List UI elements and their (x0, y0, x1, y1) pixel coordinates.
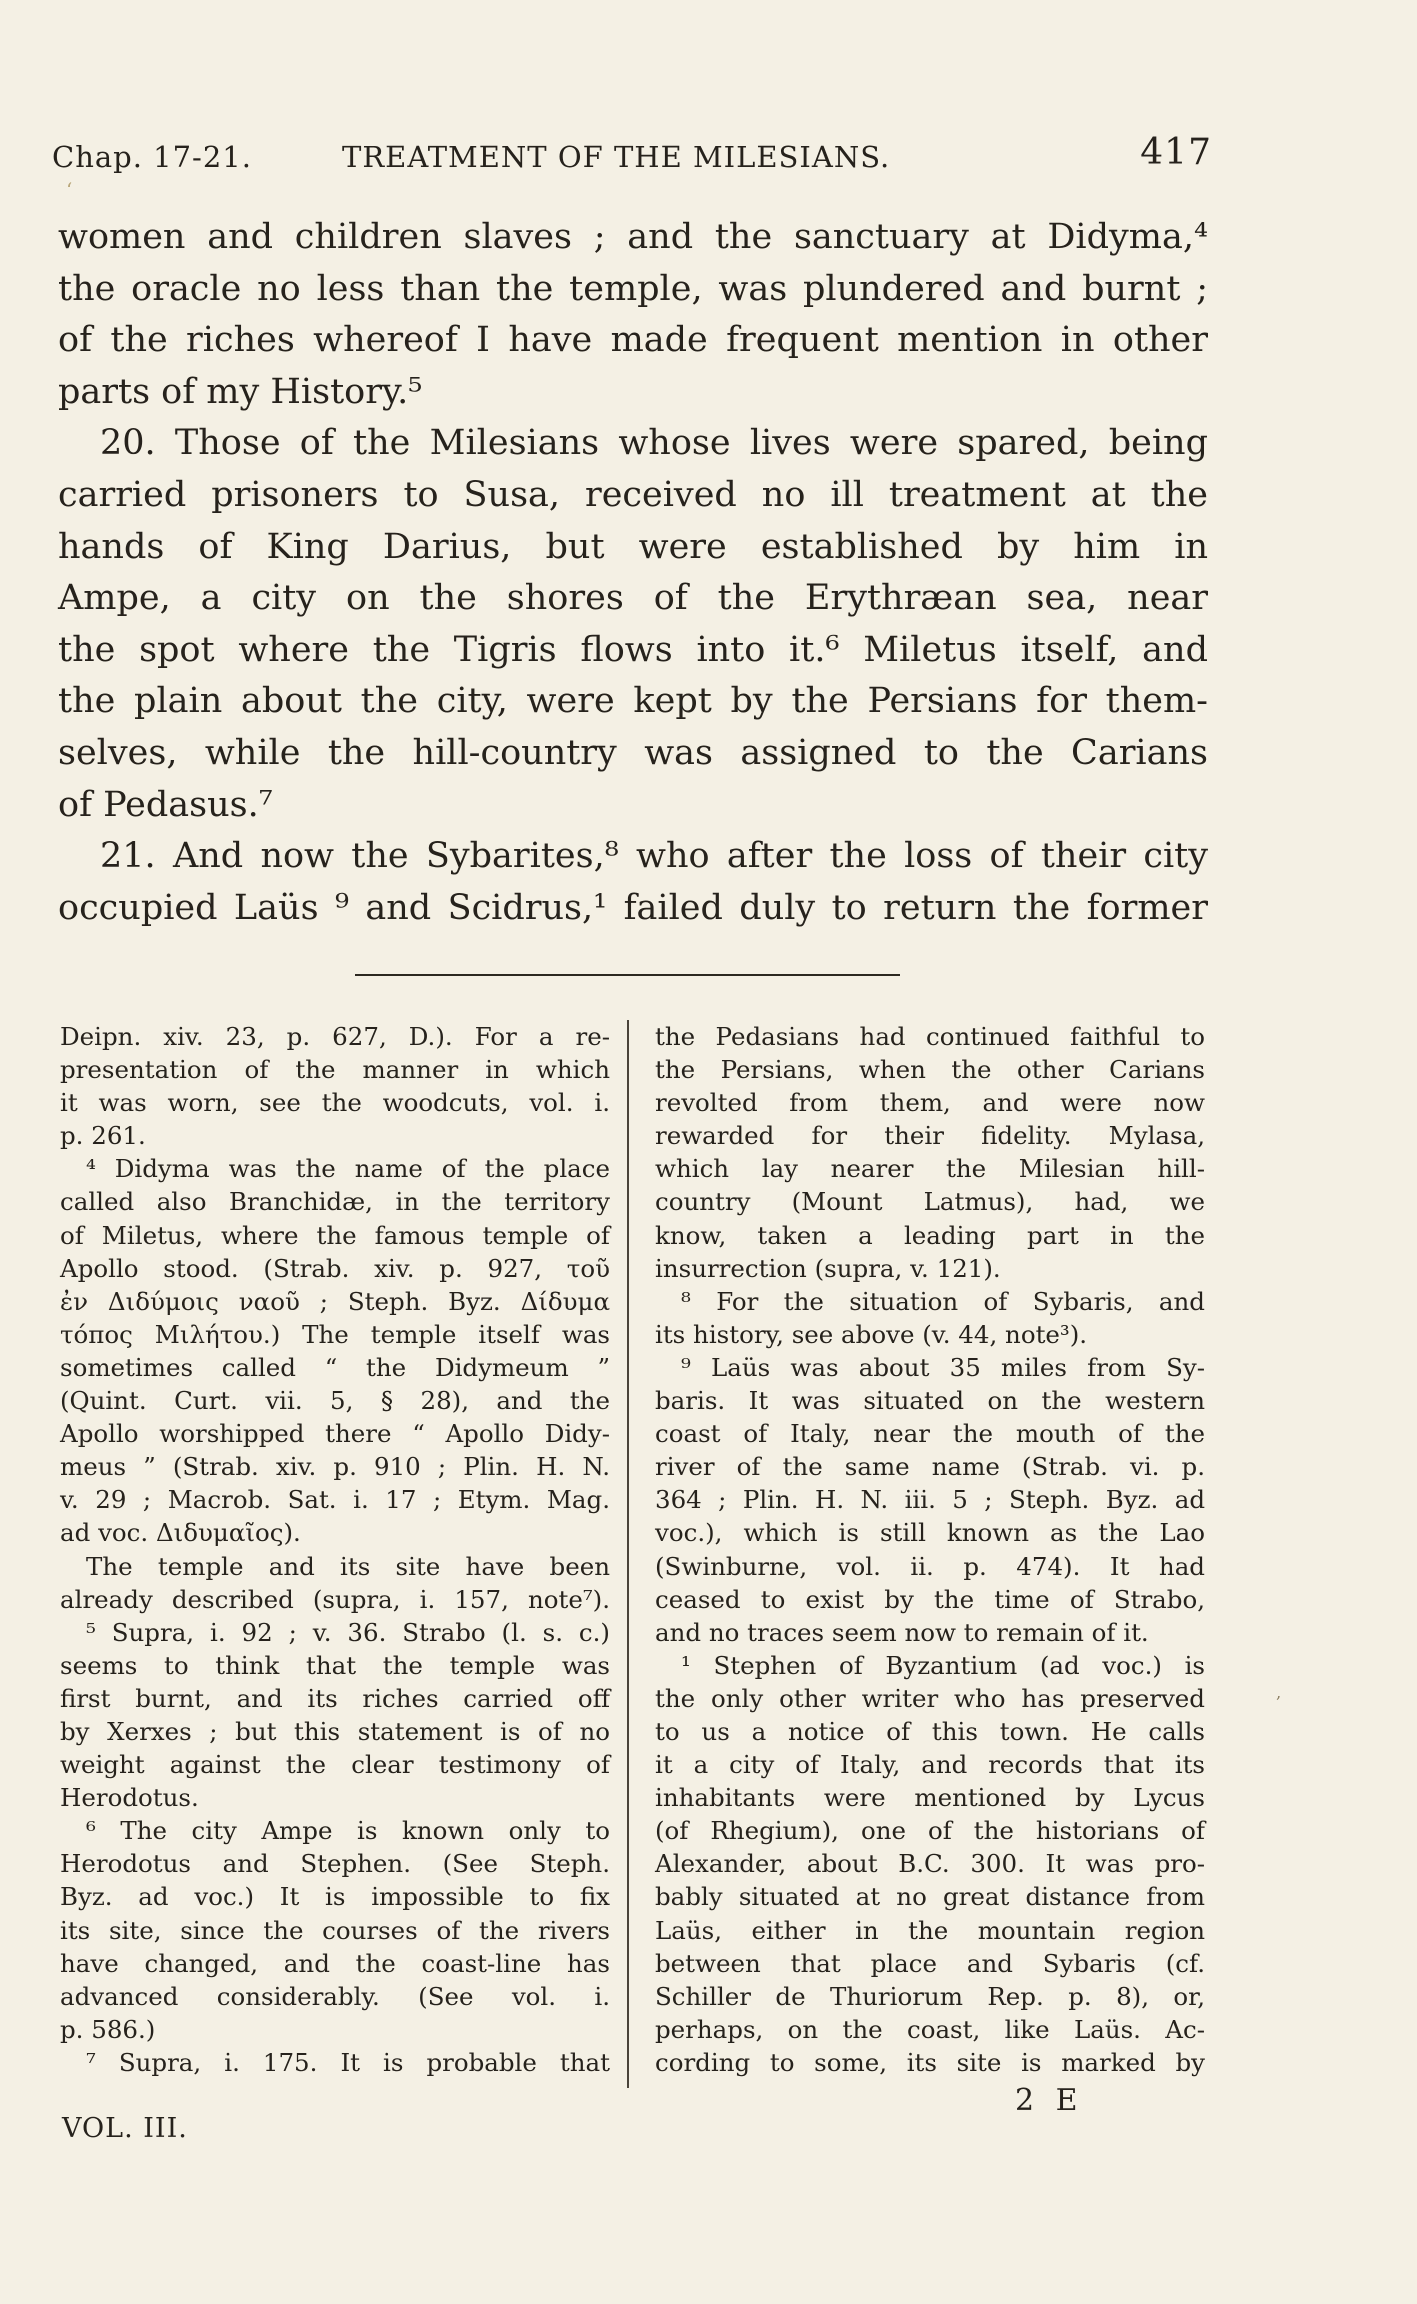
footnote-line: ¹ Stephen of Byzantium (ad voc.) is (681, 1650, 1205, 1680)
footnote-line: country (Mount Latmus), had, we (655, 1187, 1205, 1217)
footnote-line: revolted from them, and were now (655, 1088, 1205, 1118)
footnote-line: of Miletus, where the famous temple of (60, 1220, 610, 1250)
footnote-line: 364 ; Plin. H. N. iii. 5 ; Steph. Byz. ad (655, 1485, 1205, 1515)
footnote-line: inhabitants were mentioned by Lycus (655, 1783, 1205, 1813)
text-line: 20. Those of the Milesians whose lives were spared, being (100, 423, 1208, 464)
footnote-line: ἐν Διδύμοις ναοῦ ; Steph. Byz. Δίδυμα (60, 1286, 610, 1316)
footnote-line: Apollo stood. (Strab. xiv. p. 927, τοῦ (60, 1253, 610, 1283)
footnote-line: sometimes called “ the Didymeum ” (60, 1352, 610, 1382)
footnote-line: (Quint. Curt. vii. 5, § 28), and the (60, 1386, 610, 1416)
footnote-line: Herodotus. (60, 1783, 199, 1813)
footnote-line: Laüs, either in the mountain region (655, 1915, 1205, 1945)
text-line: carried prisoners to Susa, received no ill treatment at the (58, 474, 1208, 515)
text-line: parts of my History.⁵ (58, 371, 423, 412)
footnote-line: called also Branchidæ, in the territory (60, 1187, 610, 1217)
text-line: Ampe, a city on the shores of the Erythræan sea, near (58, 578, 1208, 619)
footnote-line: bably situated at no great distance from (655, 1882, 1205, 1912)
footnote-line: Apollo worshipped there “ Apollo Didy- (60, 1419, 610, 1449)
footnote-line: ⁴ Didyma was the name of the place (86, 1154, 610, 1184)
footnote-line: cording to some, its site is marked by (655, 2047, 1205, 2077)
footnote-line: first burnt, and its riches carried off (60, 1683, 610, 1713)
footnote-line: it a city of Italy, and records that its (655, 1750, 1205, 1780)
footnote-line: baris. It was situated on the western (655, 1386, 1205, 1416)
footnote-line: Byz. ad voc.) It is impossible to fix (60, 1882, 610, 1912)
text-line: selves, while the hill-country was assigned to the Carians (58, 732, 1208, 773)
footnote-line: river of the same name (Strab. vi. p. (655, 1452, 1205, 1482)
footnote-line: its site, since the courses of the rivers (60, 1915, 610, 1945)
footnote-line: ⁸ For the situation of Sybaris, and (681, 1286, 1205, 1316)
footnote-line: to us a notice of this town. He calls (655, 1716, 1205, 1746)
chapter-reference: Chap. 17-21. (52, 140, 252, 174)
running-header (52, 132, 1212, 182)
footnote-line: the only other writer who has preserved (655, 1683, 1205, 1713)
footnote-line: already described (supra, i. 157, note⁷). (60, 1584, 610, 1614)
footnote-line: and no traces seem now to remain of it. (655, 1617, 1149, 1647)
ink-speck-mark: ‘ (66, 178, 73, 202)
footnote-line: Schiller de Thuriorum Rep. p. 8), or, (655, 1981, 1205, 2011)
footnotes-left-column (60, 1020, 610, 2079)
footnote-line: The temple and its site have been (86, 1551, 610, 1581)
footnote-line: the Pedasians had continued faithful to (655, 1022, 1205, 1051)
running-title: TREATMENT OF THE MILESIANS. (342, 140, 891, 174)
footnote-column-divider (627, 1020, 629, 2088)
footnote-separator-rule (355, 974, 900, 976)
footnote-line: ad voc. Διδυμαῖος). (60, 1518, 301, 1548)
footnote-line: insurrection (supra, v. 121). (655, 1253, 1001, 1283)
footnote-line: its history, see above (v. 44, note³). (655, 1319, 1088, 1349)
footnote-line: ⁷ Supra, i. 175. It is probable that (86, 2047, 610, 2077)
text-line: the plain about the city, were kept by the Persians for them- (58, 681, 1208, 722)
footnote-line: ⁹ Laüs was about 35 miles from Sy- (681, 1352, 1205, 1382)
footnote-line: between that place and Sybaris (cf. (655, 1948, 1205, 1978)
footnote-line: advanced considerably. (See vol. i. (60, 1981, 610, 2011)
main-text (58, 212, 1208, 934)
text-line: of Pedasus.⁷ (58, 784, 273, 825)
footnote-line: coast of Italy, near the mouth of the (655, 1419, 1205, 1449)
footnote-line: v. 29 ; Macrob. Sat. i. 17 ; Etym. Mag. (60, 1485, 610, 1515)
margin-mark: ‚ (1276, 1683, 1282, 1702)
footnote-line: the Persians, when the other Carians (655, 1055, 1205, 1085)
text-line: the spot where the Tigris flows into it.⁶ Miletus itself, and (58, 629, 1208, 670)
page-number: 417 (1140, 132, 1212, 173)
footnotes-right-column (655, 1020, 1205, 2079)
text-line: 21. And now the Sybarites,⁸ who after the loss of their city (100, 836, 1208, 877)
text-line: the oracle no less than the temple, was plundered and burnt ; (58, 268, 1208, 309)
footnote-line: Deipn. xiv. 23, p. 627, D.). For a re- (60, 1022, 610, 1051)
footnote-line: which lay nearer the Milesian hill- (655, 1154, 1205, 1184)
footnote-line: seems to think that the temple was (60, 1650, 610, 1680)
footnote-line: ⁶ The city Ampe is known only to (86, 1816, 610, 1846)
footnote-line: τόπος Μιλήτου.) The temple itself was (60, 1319, 610, 1349)
volume-label: VOL. III. (62, 2113, 188, 2144)
footnote-line: by Xerxes ; but this statement is of no (60, 1716, 610, 1746)
footnote-line: rewarded for their fidelity. Mylasa, (655, 1121, 1205, 1151)
footnote-line: it was worn, see the woodcuts, vol. i. (60, 1088, 610, 1118)
footnote-line: (of Rhegium), one of the historians of (655, 1816, 1205, 1846)
footnote-line: p. 261. (60, 1121, 146, 1151)
footnote-line: perhaps, on the coast, like Laüs. Ac- (655, 2014, 1205, 2044)
footnote-line: Alexander, about B.C. 300. It was pro- (655, 1849, 1205, 1879)
text-line: occupied Laüs ⁹ and Scidrus,¹ failed duly to return the former (58, 887, 1208, 928)
footnote-line: know, taken a leading part in the (655, 1220, 1205, 1250)
footnote-line: ⁵ Supra, i. 92 ; v. 36. Strabo (l. s. c.) (86, 1617, 610, 1647)
text-line: of the riches whereof I have made frequent mention in other (58, 320, 1208, 361)
text-line: hands of King Darius, but were established by him in (58, 526, 1208, 567)
footnote-line: ceased to exist by the time of Strabo, (655, 1584, 1205, 1614)
footnote-line: weight against the clear testimony of (60, 1750, 610, 1780)
text-line: women and children slaves ; and the sanctuary at Didyma,⁴ (58, 217, 1208, 257)
footnote-line: (Swinburne, vol. ii. p. 474). It had (655, 1551, 1205, 1581)
footnote-line: p. 586.) (60, 2014, 156, 2044)
footnote-line: meus ” (Strab. xiv. p. 910 ; Plin. H. N. (60, 1452, 610, 1482)
footnote-line: have changed, and the coast-line has (60, 1948, 610, 1978)
footnote-line: presentation of the manner in which (60, 1055, 610, 1085)
signature-mark: 2 E (1015, 2083, 1084, 2118)
footnote-line: Herodotus and Stephen. (See Steph. (60, 1849, 610, 1879)
footnote-line: voc.), which is still known as the Lao (655, 1518, 1205, 1548)
